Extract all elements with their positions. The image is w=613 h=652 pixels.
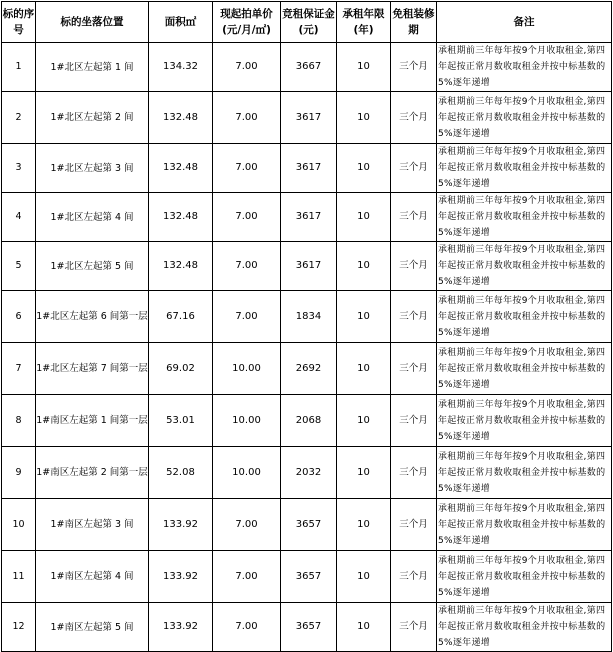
cell-free-period: 三个月 <box>391 499 437 551</box>
cell-term: 10 <box>337 343 391 395</box>
cell-price: 7.00 <box>213 603 281 652</box>
cell-price: 7.00 <box>213 92 281 144</box>
cell-seq: 12 <box>2 603 36 652</box>
table-row <box>2 242 612 291</box>
cell-free-period: 三个月 <box>391 551 437 603</box>
cell-seq: 4 <box>2 193 36 242</box>
cell-seq: 6 <box>2 291 36 343</box>
cell-free-period: 三个月 <box>391 43 437 92</box>
header-term: 承租年限(年) <box>337 2 391 43</box>
cell-price: 7.00 <box>213 551 281 603</box>
table-row <box>2 43 612 92</box>
cell-remark: 承租期前三年每年按9个月收取租金,第四年起按正常月数收取租金并按中标基数的5%逐年递增 <box>437 242 612 291</box>
cell-seq: 7 <box>2 343 36 395</box>
table-row <box>2 551 612 603</box>
cell-area: 132.48 <box>149 144 213 193</box>
cell-term: 10 <box>337 144 391 193</box>
cell-deposit: 3617 <box>281 144 337 193</box>
cell-location: 1#南区左起第 1 间第一层 <box>36 395 149 447</box>
cell-remark: 承租期前三年每年按9个月收取租金,第四年起按正常月数收取租金并按中标基数的5%逐年递增 <box>437 92 612 144</box>
cell-free-period: 三个月 <box>391 242 437 291</box>
cell-remark: 承租期前三年每年按9个月收取租金,第四年起按正常月数收取租金并按中标基数的5%逐年递增 <box>437 447 612 499</box>
cell-area: 133.92 <box>149 603 213 652</box>
table-row <box>2 395 612 447</box>
cell-price: 7.00 <box>213 242 281 291</box>
header-area: 面积㎡ <box>149 2 213 43</box>
cell-price: 7.00 <box>213 43 281 92</box>
cell-deposit: 3667 <box>281 43 337 92</box>
table-body <box>2 43 612 652</box>
cell-location: 1#北区左起第 3 间 <box>36 144 149 193</box>
cell-remark: 承租期前三年每年按9个月收取租金,第四年起按正常月数收取租金并按中标基数的5%逐年递增 <box>437 499 612 551</box>
cell-location: 1#北区左起第 5 间 <box>36 242 149 291</box>
cell-deposit: 3617 <box>281 193 337 242</box>
cell-area: 132.48 <box>149 92 213 144</box>
cell-seq: 11 <box>2 551 36 603</box>
cell-area: 69.02 <box>149 343 213 395</box>
cell-free-period: 三个月 <box>391 291 437 343</box>
cell-price: 10.00 <box>213 343 281 395</box>
table-row <box>2 603 612 652</box>
header-remark: 备注 <box>437 2 612 43</box>
table-row <box>2 343 612 395</box>
cell-term: 10 <box>337 43 391 92</box>
cell-deposit: 2692 <box>281 343 337 395</box>
cell-seq: 3 <box>2 144 36 193</box>
cell-deposit: 1834 <box>281 291 337 343</box>
cell-price: 7.00 <box>213 193 281 242</box>
cell-area: 52.08 <box>149 447 213 499</box>
cell-deposit: 2032 <box>281 447 337 499</box>
cell-term: 10 <box>337 499 391 551</box>
cell-deposit: 2068 <box>281 395 337 447</box>
cell-remark: 承租期前三年每年按9个月收取租金,第四年起按正常月数收取租金并按中标基数的5%逐年递增 <box>437 193 612 242</box>
cell-remark: 承租期前三年每年按9个月收取租金,第四年起按正常月数收取租金并按中标基数的5%逐年递增 <box>437 603 612 652</box>
cell-remark: 承租期前三年每年按9个月收取租金,第四年起按正常月数收取租金并按中标基数的5%逐年递增 <box>437 144 612 193</box>
cell-location: 1#北区左起第 1 间 <box>36 43 149 92</box>
cell-term: 10 <box>337 92 391 144</box>
cell-free-period: 三个月 <box>391 603 437 652</box>
cell-price: 10.00 <box>213 395 281 447</box>
cell-term: 10 <box>337 603 391 652</box>
cell-remark: 承租期前三年每年按9个月收取租金,第四年起按正常月数收取租金并按中标基数的5%逐年递增 <box>437 551 612 603</box>
cell-seq: 2 <box>2 92 36 144</box>
cell-free-period: 三个月 <box>391 447 437 499</box>
cell-price: 7.00 <box>213 144 281 193</box>
cell-area: 53.01 <box>149 395 213 447</box>
cell-remark: 承租期前三年每年按9个月收取租金,第四年起按正常月数收取租金并按中标基数的5%逐年递增 <box>437 43 612 92</box>
header-row <box>2 2 612 43</box>
cell-deposit: 3657 <box>281 499 337 551</box>
header-location: 标的坐落位置 <box>36 2 149 43</box>
cell-deposit: 3617 <box>281 242 337 291</box>
cell-free-period: 三个月 <box>391 343 437 395</box>
cell-price: 10.00 <box>213 447 281 499</box>
table-row <box>2 193 612 242</box>
cell-location: 1#南区左起第 2 间第一层 <box>36 447 149 499</box>
cell-location: 1#北区左起第 2 间 <box>36 92 149 144</box>
table-row <box>2 499 612 551</box>
lease-table <box>1 1 612 652</box>
cell-term: 10 <box>337 291 391 343</box>
cell-free-period: 三个月 <box>391 92 437 144</box>
cell-area: 133.92 <box>149 551 213 603</box>
cell-free-period: 三个月 <box>391 144 437 193</box>
cell-price: 7.00 <box>213 499 281 551</box>
cell-remark: 承租期前三年每年按9个月收取租金,第四年起按正常月数收取租金并按中标基数的5%逐年递增 <box>437 395 612 447</box>
header-seq: 标的序号 <box>2 2 36 43</box>
cell-remark: 承租期前三年每年按9个月收取租金,第四年起按正常月数收取租金并按中标基数的5%逐年递增 <box>437 291 612 343</box>
cell-price: 7.00 <box>213 291 281 343</box>
cell-location: 1#南区左起第 5 间 <box>36 603 149 652</box>
cell-area: 132.48 <box>149 193 213 242</box>
cell-area: 133.92 <box>149 499 213 551</box>
cell-seq: 9 <box>2 447 36 499</box>
cell-term: 10 <box>337 242 391 291</box>
cell-term: 10 <box>337 193 391 242</box>
cell-location: 1#北区左起第 4 间 <box>36 193 149 242</box>
table-row <box>2 144 612 193</box>
cell-remark: 承租期前三年每年按9个月收取租金,第四年起按正常月数收取租金并按中标基数的5%逐年递增 <box>437 343 612 395</box>
cell-deposit: 3657 <box>281 551 337 603</box>
cell-location: 1#南区左起第 4 间 <box>36 551 149 603</box>
table-row <box>2 92 612 144</box>
cell-seq: 8 <box>2 395 36 447</box>
cell-seq: 1 <box>2 43 36 92</box>
cell-location: 1#南区左起第 3 间 <box>36 499 149 551</box>
cell-location: 1#北区左起第 7 间第一层 <box>36 343 149 395</box>
cell-deposit: 3617 <box>281 92 337 144</box>
header-price: 现起拍单价(元/月/㎡) <box>213 2 281 43</box>
cell-deposit: 3657 <box>281 603 337 652</box>
cell-area: 134.32 <box>149 43 213 92</box>
cell-term: 10 <box>337 395 391 447</box>
cell-seq: 5 <box>2 242 36 291</box>
cell-area: 132.48 <box>149 242 213 291</box>
cell-term: 10 <box>337 447 391 499</box>
cell-location: 1#北区左起第 6 间第一层 <box>36 291 149 343</box>
header-free-period: 免租装修期 <box>391 2 437 43</box>
cell-free-period: 三个月 <box>391 395 437 447</box>
cell-free-period: 三个月 <box>391 193 437 242</box>
table-row <box>2 447 612 499</box>
table-row <box>2 291 612 343</box>
header-deposit: 竞租保证金(元) <box>281 2 337 43</box>
cell-seq: 10 <box>2 499 36 551</box>
cell-term: 10 <box>337 551 391 603</box>
cell-area: 67.16 <box>149 291 213 343</box>
